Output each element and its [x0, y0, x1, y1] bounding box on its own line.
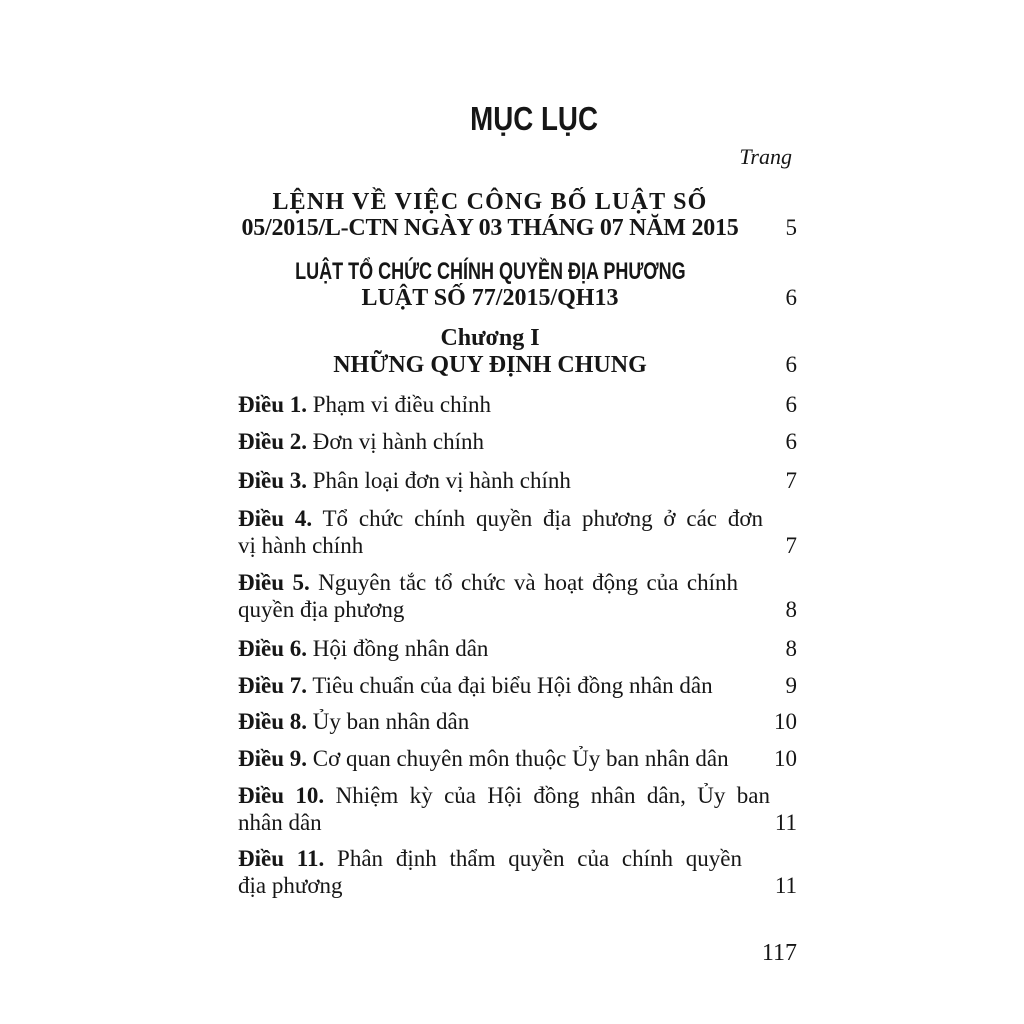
entry-line [238, 466, 571, 496]
law-number: LUẬT SỐ 77/2015/QH13 [361, 285, 619, 311]
article-title: Cơ quan chuyên môn thuộc Ủy ban nhân dân [312, 746, 729, 771]
entry-line-continued: quyền địa phương [238, 597, 405, 622]
entry-line [238, 844, 742, 874]
article-number: Điều 5. [238, 570, 310, 595]
page-column-label: Trang [739, 144, 792, 169]
entry-line-continued: địa phương [238, 873, 343, 898]
article-title: Phạm vi điều chỉnh [312, 392, 491, 417]
chapter-label: Chương I [440, 325, 540, 351]
article-title: Đơn vị hành chính [312, 429, 484, 454]
toc-title [434, 99, 634, 139]
law-name-text: LUẬT TỔ CHỨC CHÍNH QUYỀN ĐỊA PHƯƠNG [294, 258, 686, 285]
article-title: Phân loại đơn vị hành chính [312, 468, 571, 493]
article-title: Tổ chức chính quyền địa phương ở các đơn [322, 506, 764, 531]
entry-line [238, 707, 469, 737]
article-number: Điều 4. [238, 506, 313, 531]
article-title: Ủy ban nhân dân [312, 709, 470, 734]
article-number: Điều 3. [238, 468, 307, 493]
book-page-number: 117 [761, 940, 797, 966]
page-reference: 8 [785, 597, 797, 622]
toc-title-text: MỤC LỤC [470, 100, 598, 137]
entry-line [238, 744, 729, 774]
decree-title-line-1: LỆNH VỀ VIỆC CÔNG BỐ LUẬT SỐ [272, 189, 708, 215]
article-title: Hội đồng nhân dân [312, 636, 489, 661]
page-reference: 11 [774, 873, 797, 898]
page-reference: 7 [785, 533, 797, 558]
page-reference: 11 [774, 810, 797, 835]
article-number: Điều 2. [238, 429, 307, 454]
article-number: Điều 10. [238, 783, 325, 808]
page-reference: 7 [785, 468, 797, 493]
entry-line [238, 568, 738, 598]
article-number: Điều 1. [238, 392, 307, 417]
article-number: Điều 9. [238, 746, 307, 771]
page-reference: 6 [785, 285, 797, 310]
page-reference: 8 [785, 636, 797, 661]
article-title: Nhiệm kỳ của Hội đồng nhân dân, Ủy ban [335, 783, 771, 808]
article-number: Điều 8. [238, 709, 307, 734]
article-number: Điều 11. [238, 846, 325, 871]
entry-line [238, 427, 484, 457]
page-reference: 9 [785, 673, 797, 698]
article-title: Phân định thẩm quyền của chính quyền [337, 846, 743, 871]
entry-line-continued: nhân dân [238, 810, 322, 835]
page-reference: 5 [785, 215, 797, 240]
page-reference: 10 [774, 709, 797, 734]
article-number: Điều 6. [238, 636, 307, 661]
page-reference: 6 [785, 392, 797, 417]
article-title: Nguyên tắc tổ chức và hoạt động của chính [318, 570, 738, 595]
entry-line [238, 634, 488, 664]
entry-line [238, 671, 713, 701]
chapter-title: NHỮNG QUY ĐỊNH CHUNG [333, 352, 647, 378]
page-reference: 6 [785, 352, 797, 377]
entry-line [238, 504, 763, 534]
entry-line [238, 390, 491, 420]
article-number: Điều 7. [238, 673, 307, 698]
page-reference: 6 [785, 429, 797, 454]
article-title: Tiêu chuẩn của đại biểu Hội đồng nhân dân [312, 673, 713, 698]
entry-line [238, 781, 770, 811]
entry-line-continued: vị hành chính [238, 533, 364, 558]
decree-title-line-2: 05/2015/L-CTN NGÀY 03 THÁNG 07 NĂM 2015 [241, 215, 739, 241]
page-reference: 10 [774, 746, 797, 771]
